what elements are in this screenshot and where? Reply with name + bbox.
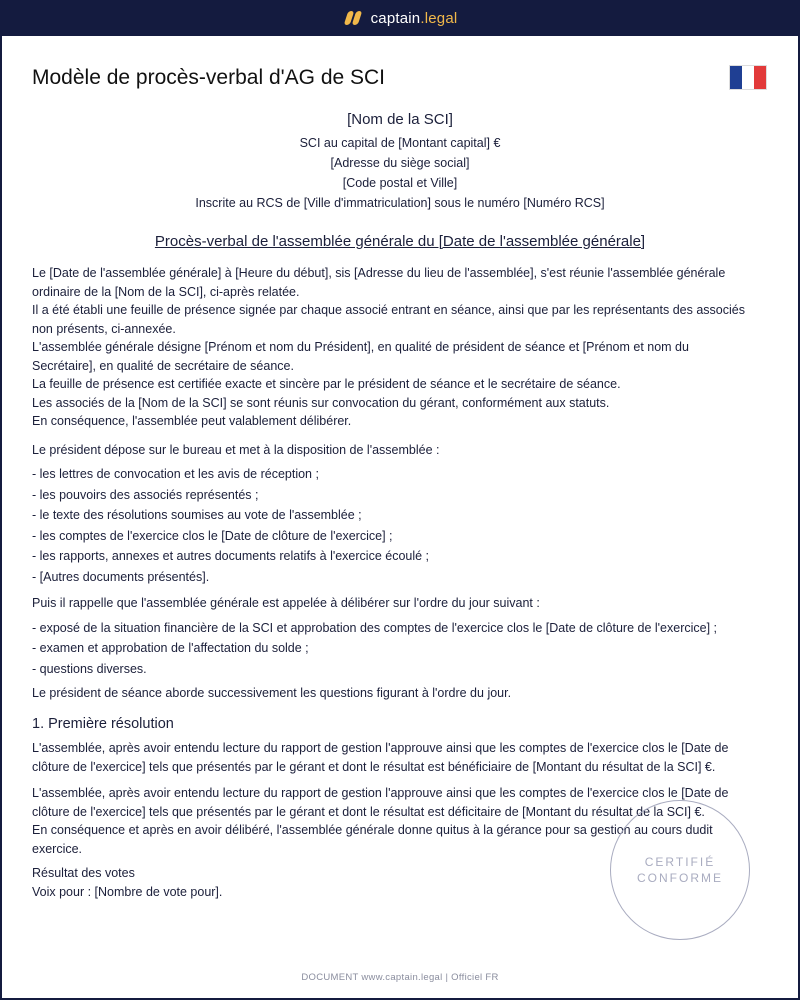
list-item: - les lettres de convocation et les avis de réception ; <box>32 467 319 481</box>
paragraph: L'assemblée générale désigne [Prénom et nom du Président], en qualité de président de séance et [Prénom et nom du Secrétaire], en qualité de secrétaire de séance. <box>32 340 689 373</box>
capital-line: SCI au capital de [Montant capital] € <box>299 136 501 150</box>
resolution-title: 1. Première résolution <box>32 715 174 732</box>
list-item: - examen et approbation de l'affectation du solde ; <box>32 641 309 655</box>
footer: DOCUMENT www.captain.legal | Officiel FR <box>301 972 499 983</box>
paragraph: Les associés de la [Nom de la SCI] se sont réunis sur convocation du gérant, conformément aux statuts. <box>32 395 610 410</box>
page-title: Modèle de procès-verbal d'AG de SCI <box>32 66 386 89</box>
quitus-text: En conséquence et après en avoir délibéré, l'assemblée générale donne quitus à la gérance pour sa gestion au cours dudit exercice. <box>32 823 713 856</box>
certified-stamp <box>610 800 750 940</box>
agenda-outro: Le président de séance aborde successivement les questions figurant à l'ordre du jour. <box>32 686 512 700</box>
top-bar <box>0 0 800 36</box>
list-item: - exposé de la situation financière de la SCI et approbation des comptes de l'exercice clos le [Date de clôture de l'exercice] ; <box>32 620 718 635</box>
pv-title: Procès-verbal de l'assemblée générale du [Date de l'assemblée générale] <box>154 233 646 250</box>
votes-label: Résultat des votes <box>32 866 135 880</box>
captain-logo-icon <box>343 10 363 26</box>
list-item: - [Autres documents présentés]. <box>32 569 210 584</box>
votes-for: Voix pour : [Nombre de vote pour]. <box>32 884 223 899</box>
company-header <box>32 110 768 213</box>
paragraph: Le [Date de l'assemblée générale] à [Heure du début], sis [Adresse du lieu de l'assemblée], s'est réunie l'assemblée générale ordinaire de la [Nom de la SCI], ci-après relatée. <box>32 266 726 299</box>
list-item: - les pouvoirs des associés représentés ; <box>32 487 259 502</box>
document-body <box>32 264 748 901</box>
list-item: - questions diverses. <box>32 661 147 676</box>
list-item: - les comptes de l'exercice clos le [Date de clôture de l'exercice] ; <box>32 528 393 543</box>
brand-name: captain.legal <box>370 9 458 27</box>
documents-intro: Le président dépose sur le bureau et met à la disposition de l'assemblée : <box>32 442 440 457</box>
paragraph: La feuille de présence est certifiée exacte et sincère par le président de séance et le secrétaire de séance. <box>32 377 621 391</box>
stamp-line-2: CONFORME <box>637 871 723 885</box>
resolution-deficit: L'assemblée, après avoir entendu lecture du rapport de gestion l'approuve ainsi que les comptes de l'exercice clos le [Date de clôture de l'exercice] tels que présentés par le gérant et dont le résultat est déficitaire de [Montant du résultat de la SCI] €. <box>32 786 729 819</box>
paragraph: Il a été établi une feuille de présence signée par chaque associé entrant en séance, ainsi que par les représentants des associés non présents, ci-annexée. <box>32 303 745 336</box>
sci-name: [Nom de la SCI] <box>347 111 453 128</box>
stamp-line-1: CERTIFIÉ <box>644 855 716 869</box>
agenda-intro: Puis il rappelle que l'assemblée générale est appelée à délibérer sur l'ordre du jour suivant : <box>32 596 540 610</box>
city-line: [Code postal et Ville] <box>342 176 458 190</box>
paragraph: En conséquence, l'assemblée peut valablement délibérer. <box>32 414 352 428</box>
list-item: - le texte des résolutions soumises au vote de l'assemblée ; <box>32 508 362 522</box>
rcs-line: Inscrite au RCS de [Ville d'immatriculation] sous le numéro [Numéro RCS] <box>195 196 605 210</box>
france-flag-icon <box>729 65 767 90</box>
address-line: [Adresse du siège social] <box>330 156 470 170</box>
list-item: - les rapports, annexes et autres documents relatifs à l'exercice écoulé ; <box>32 549 430 563</box>
brand-logo-link[interactable] <box>343 10 458 27</box>
resolution-benefice: L'assemblée, après avoir entendu lecture du rapport de gestion l'approuve ainsi que les comptes de l'exercice clos le [Date de clôture de l'exercice] tels que présentés par le gérant et dont le résultat est bénéficiaire de [Montant du résultat de la SCI] €. <box>32 741 729 774</box>
